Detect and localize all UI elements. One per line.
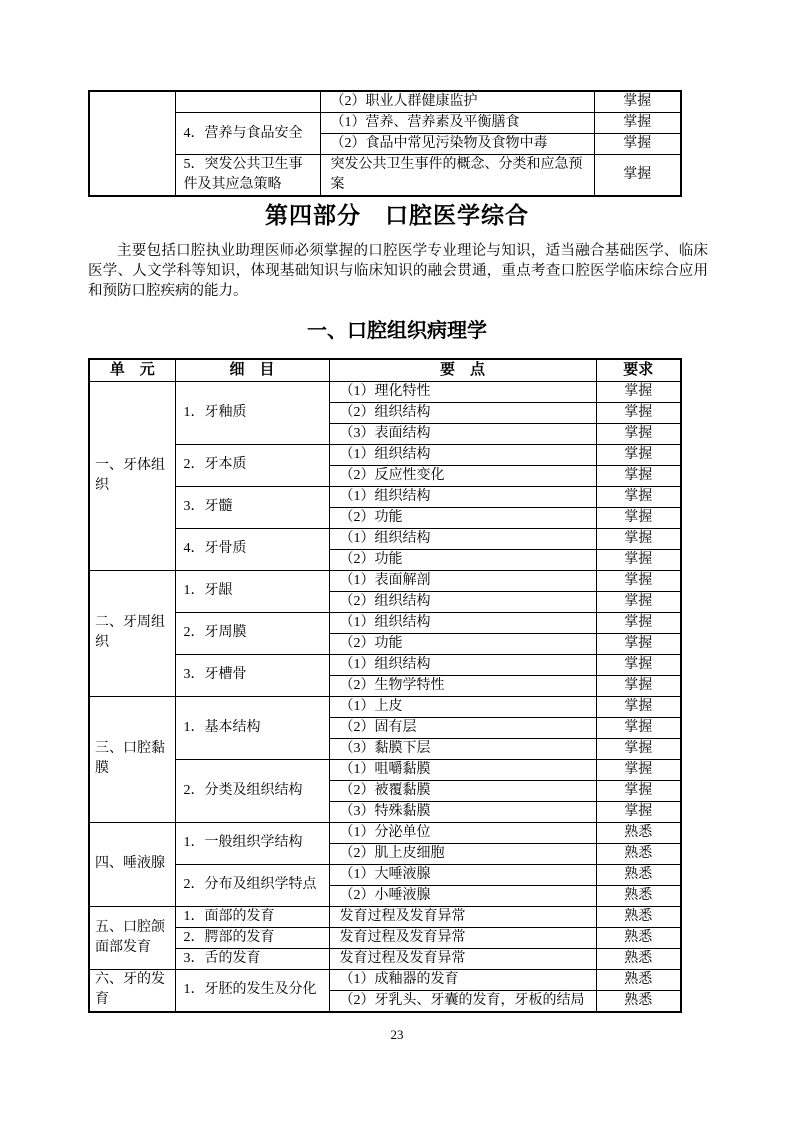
point-cell: （2）组织结构 <box>329 402 596 423</box>
point-cell: （2）职业人群健康监护 <box>320 91 594 113</box>
col-header-detail: 细 目 <box>175 359 329 381</box>
point-cell: （2）生物学特性 <box>329 675 596 696</box>
requirement-cell: 掌握 <box>596 717 681 738</box>
requirement-cell: 掌握 <box>596 654 681 675</box>
point-cell: （2）牙乳头、牙囊的发育，牙板的结局 <box>329 990 596 1012</box>
table-row <box>89 486 681 507</box>
unit-cell: 三、口腔黏膜 <box>89 696 175 822</box>
table-row <box>89 155 681 197</box>
table-row <box>89 444 681 465</box>
requirement-cell: 掌握 <box>596 780 681 801</box>
table-row <box>89 113 681 134</box>
requirement-cell: 掌握 <box>596 549 681 570</box>
detail-cell: 1．基本结构 <box>175 696 329 759</box>
requirement-cell: 掌握 <box>596 486 681 507</box>
table-row <box>89 759 681 780</box>
continued-syllabus-table <box>88 90 682 197</box>
detail-cell: 5．突发公共卫生事件及其应急策略 <box>175 155 320 197</box>
point-cell: （3）黏膜下层 <box>329 738 596 759</box>
requirement-cell: 掌握 <box>596 528 681 549</box>
point-cell: （2）被覆黏膜 <box>329 780 596 801</box>
detail-cell: 3．牙槽骨 <box>175 654 329 696</box>
detail-cell: 1．牙龈 <box>175 570 329 612</box>
requirement-cell: 掌握 <box>594 134 681 155</box>
requirement-cell: 掌握 <box>596 423 681 444</box>
unit-cell <box>89 91 175 196</box>
table-row <box>89 612 681 633</box>
page-number: 23 <box>390 1027 404 1042</box>
detail-cell: 3．牙髓 <box>175 486 329 528</box>
requirement-cell: 掌握 <box>594 113 681 134</box>
requirement-cell: 熟悉 <box>596 822 681 843</box>
point-cell: （2）组织结构 <box>329 591 596 612</box>
detail-cell: 3．舌的发育 <box>175 948 329 969</box>
point-cell: （2）功能 <box>329 507 596 528</box>
requirement-cell: 掌握 <box>596 801 681 822</box>
requirement-cell: 掌握 <box>596 612 681 633</box>
detail-cell: 2．分类及组织结构 <box>175 759 329 822</box>
detail-cell: 2．牙本质 <box>175 444 329 486</box>
point-cell: 发育过程及发育异常 <box>329 927 596 948</box>
col-header-points: 要 点 <box>329 359 596 381</box>
table-row <box>89 864 681 885</box>
requirement-cell: 掌握 <box>596 738 681 759</box>
point-cell: （1）上皮 <box>329 696 596 717</box>
top-table-body <box>89 91 681 196</box>
requirement-cell: 掌握 <box>596 759 681 780</box>
requirement-cell: 熟悉 <box>596 843 681 864</box>
requirement-cell: 熟悉 <box>596 906 681 927</box>
point-cell: （2）肌上皮细胞 <box>329 843 596 864</box>
table-row <box>89 927 681 948</box>
detail-cell: 2．牙周膜 <box>175 612 329 654</box>
point-cell: （2）功能 <box>329 633 596 654</box>
detail-cell <box>175 91 320 113</box>
part-title: 第四部分 口腔医学综合 <box>265 203 529 228</box>
point-cell: （1）表面解剖 <box>329 570 596 591</box>
requirement-cell: 掌握 <box>594 91 681 113</box>
point-cell: （1）组织结构 <box>329 654 596 675</box>
detail-cell: 2．腭部的发育 <box>175 927 329 948</box>
point-cell: （3）表面结构 <box>329 423 596 444</box>
table-row <box>89 381 681 402</box>
point-cell: （2）功能 <box>329 549 596 570</box>
syllabus-table <box>88 358 682 1013</box>
point-cell: （1）大唾液腺 <box>329 864 596 885</box>
chapter-title: 一、口腔组织病理学 <box>307 320 487 342</box>
detail-cell: 1．牙胚的发生及分化 <box>175 969 329 1012</box>
point-cell: （3）特殊黏膜 <box>329 801 596 822</box>
table-row <box>89 696 681 717</box>
point-cell: （1）组织结构 <box>329 528 596 549</box>
requirement-cell: 掌握 <box>596 381 681 402</box>
header-row <box>89 359 681 381</box>
table-row <box>89 822 681 843</box>
point-cell: （1）理化特性 <box>329 381 596 402</box>
point-cell: （1）组织结构 <box>329 486 596 507</box>
table-row <box>89 906 681 927</box>
requirement-cell: 掌握 <box>596 402 681 423</box>
requirement-cell: 掌握 <box>596 675 681 696</box>
requirement-cell: 熟悉 <box>596 948 681 969</box>
point-cell: 突发公共卫生事件的概念、分类和应急预案 <box>320 155 594 197</box>
detail-cell: 2．分布及组织学特点 <box>175 864 329 906</box>
requirement-cell: 掌握 <box>594 155 681 197</box>
requirement-cell: 熟悉 <box>596 864 681 885</box>
unit-cell: 二、牙周组织 <box>89 570 175 696</box>
table-row <box>89 528 681 549</box>
unit-cell: 一、牙体组织 <box>89 381 175 570</box>
point-cell: （2）固有层 <box>329 717 596 738</box>
requirement-cell: 熟悉 <box>596 885 681 906</box>
detail-cell: 1．一般组织学结构 <box>175 822 329 864</box>
table-row <box>89 91 681 113</box>
unit-cell: 四、唾液腺 <box>89 822 175 906</box>
point-cell: （1）组织结构 <box>329 612 596 633</box>
point-cell: （2）小唾液腺 <box>329 885 596 906</box>
requirement-cell: 熟悉 <box>596 969 681 990</box>
requirement-cell: 掌握 <box>596 591 681 612</box>
table-row <box>89 570 681 591</box>
point-cell: 发育过程及发育异常 <box>329 906 596 927</box>
point-cell: （1）成釉器的发育 <box>329 969 596 990</box>
unit-cell: 六、牙的发育 <box>89 969 175 1012</box>
requirement-cell: 掌握 <box>596 633 681 654</box>
detail-cell: 1．牙釉质 <box>175 381 329 444</box>
requirement-cell: 掌握 <box>596 696 681 717</box>
unit-cell: 五、口腔颌面部发育 <box>89 906 175 969</box>
point-cell: （1）分泌单位 <box>329 822 596 843</box>
intro-paragraph: 主要包括口腔执业助理医师必须掌握的口腔医学专业理论与知识，适当融合基础医学、临床医学、人文学科等知识，体现基础知识与临床知识的融会贯通，重点考查口腔医学临床综合应用和预防口腔疾病的能力。 <box>88 243 708 299</box>
detail-cell: 1．面部的发育 <box>175 906 329 927</box>
detail-cell: 4．营养与食品安全 <box>175 113 320 155</box>
detail-cell: 4．牙骨质 <box>175 528 329 570</box>
point-cell: （1）咀嚼黏膜 <box>329 759 596 780</box>
main-table-body <box>89 381 681 1012</box>
requirement-cell: 熟悉 <box>596 927 681 948</box>
requirement-cell: 掌握 <box>596 570 681 591</box>
requirement-cell: 熟悉 <box>596 990 681 1012</box>
col-header-unit: 单 元 <box>89 359 175 381</box>
point-cell: 发育过程及发育异常 <box>329 948 596 969</box>
point-cell: （1）营养、营养素及平衡膳食 <box>320 113 594 134</box>
point-cell: （2）反应性变化 <box>329 465 596 486</box>
table-row <box>89 654 681 675</box>
col-header-requirement: 要求 <box>596 359 681 381</box>
point-cell: （1）组织结构 <box>329 444 596 465</box>
point-cell: （2）食品中常见污染物及食物中毒 <box>320 134 594 155</box>
table-row <box>89 969 681 990</box>
table-row <box>89 948 681 969</box>
requirement-cell: 掌握 <box>596 507 681 528</box>
requirement-cell: 掌握 <box>596 465 681 486</box>
requirement-cell: 掌握 <box>596 444 681 465</box>
syllabus-table-head <box>89 359 681 381</box>
